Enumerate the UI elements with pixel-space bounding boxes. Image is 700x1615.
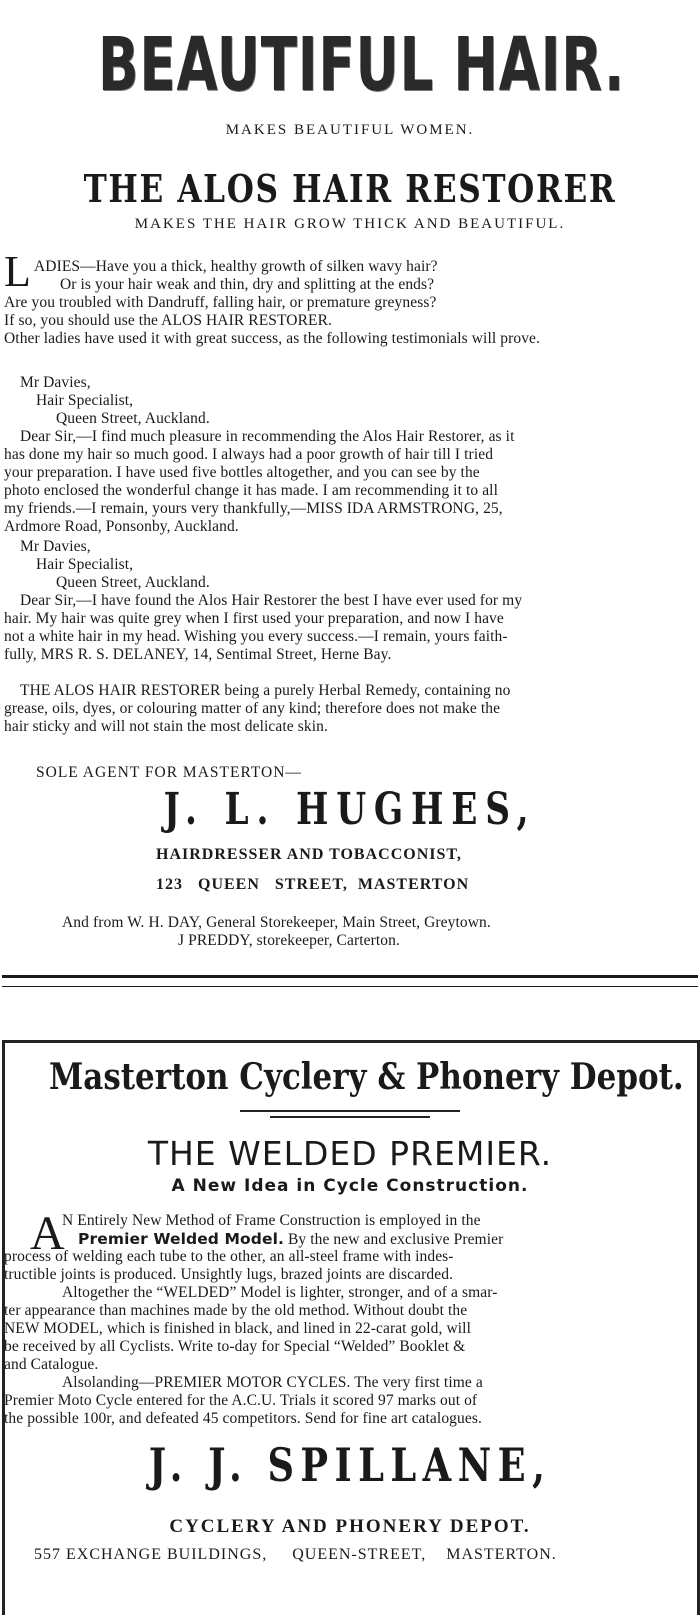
depot-title: Masterton Cyclery & Phonery Depot.	[49, 1056, 684, 1098]
testimonial-text: Ardmore Road, Ponsonby, Auckland.	[4, 518, 239, 535]
also-from-line: And from W. H. DAY, General Storekeeper, Main Street, Greytown.	[62, 914, 491, 931]
body-line	[78, 1230, 503, 1249]
testimonial-text: hair. My hair was quite grey when I first used your preparation, and now I have	[4, 610, 504, 627]
intro-line: Are you troubled with Dandruff, falling hair, or premature greyness?	[4, 294, 437, 311]
product-name: THE ALOS HAIR RESTORER	[83, 166, 617, 211]
dropcap-a: A	[30, 1207, 65, 1260]
ornamental-rule	[270, 1116, 430, 1118]
testimonial-addressee: Queen Street, Auckland.	[56, 410, 210, 427]
body-line: and Catalogue.	[4, 1356, 99, 1373]
testimonial-addressee: Queen Street, Auckland.	[56, 574, 210, 591]
body-line: ter appearance than machines made by the old method. Without doubt the	[4, 1302, 468, 1319]
testimonial-text: has done my hair so much good. I always had a poor growth of hair till I tried	[4, 446, 494, 463]
testimonial-addressee: Hair Specialist,	[36, 392, 134, 409]
body-line: Alsolanding—PREMIER MOTOR CYCLES. The very first time a	[62, 1374, 483, 1391]
herbal-text: grease, oils, dyes, or colouring matter of any kind; therefore does not make the	[4, 700, 501, 717]
headline-beautiful-hair: BEAUTIFUL HAIR.	[97, 22, 625, 108]
body-line: process of welding each tube to the other, an all-steel frame with indes-	[4, 1248, 454, 1265]
ornamental-rule	[240, 1110, 460, 1112]
body-line: Premier Moto Cycle entered for the A.C.U. Trials it scored 97 marks out of	[4, 1392, 478, 1409]
body-fragment: By the new and exclusive Premier	[283, 1231, 504, 1248]
testimonial-addressee: Mr Davies,	[20, 538, 91, 555]
separator-rule	[2, 975, 698, 978]
body-line: tructible joints is produced. Unsightly lugs, brazed joints are discarded.	[4, 1266, 454, 1283]
body-line: NEW MODEL, which is finished in black, and lined in 22-carat gold, will	[4, 1320, 471, 1337]
separator-rule	[2, 986, 698, 987]
intro-line: Other ladies have used it with great success, as the following testimonials will prove.	[4, 330, 541, 347]
proprietor-trade: CYCLERY AND PHONERY DEPOT.	[169, 1516, 531, 1537]
testimonial-text: fully, MRS R. S. DELANEY, 14, Sentimal Street, Herne Bay.	[4, 646, 392, 663]
tagline: MAKES BEAUTIFUL WOMEN.	[225, 122, 475, 138]
agent-address: 123 QUEEN STREET, MASTERTON	[156, 876, 470, 893]
body-line: N Entirely New Method of Frame Construction is employed in the	[62, 1212, 481, 1229]
testimonial-addressee: Mr Davies,	[20, 374, 91, 391]
premier-welded-model-text: Premier Welded Model.	[78, 1230, 284, 1248]
testimonial-text: Dear Sir,—I find much pleasure in recommending the Alos Hair Restorer, as it	[20, 428, 515, 445]
agent-trade: HAIRDRESSER AND TOBACCONIST,	[156, 846, 462, 863]
intro-line: ADIES—Have you a thick, healthy growth of silken wavy hair?	[34, 258, 438, 275]
body-line: the possible 100r, and defeated 45 competitors. Send for fine art catalogues.	[4, 1410, 482, 1427]
intro-line: Or is your hair weak and thin, dry and splitting at the ends?	[60, 276, 435, 293]
proprietor-name: J. J. SPILLANE,	[148, 1438, 552, 1492]
testimonial-text: your preparation. I have used five bottles altogether, and you can see by the	[4, 464, 480, 481]
model-subtitle: A New Idea in Cycle Construction.	[171, 1176, 529, 1196]
agent-name: J. L. HUGHES,	[163, 784, 537, 835]
body-line: Altogether the “WELDED” Model is lighter, stronger, and of a smar-	[62, 1284, 498, 1301]
testimonial-text: my friends.—I remain, yours very thankfully,—MISS IDA ARMSTRONG, 25,	[4, 500, 503, 517]
product-subtitle: MAKES THE HAIR GROW THICK AND BEAUTIFUL.	[134, 216, 566, 232]
also-from-line: J PREDDY, storekeeper, Carterton.	[178, 932, 400, 949]
welded-premier-headline: THE WELDED PREMIER.	[147, 1134, 553, 1173]
testimonial-text: not a white hair in my head. Wishing you every success.—I remain, yours faith-	[4, 628, 508, 645]
sole-agent-intro: SOLE AGENT FOR MASTERTON—	[36, 764, 302, 781]
testimonial-text: photo enclosed the wonderful change it has made. I am recommending it to all	[4, 482, 498, 499]
depot-address: 557 EXCHANGE BUILDINGS, QUEEN-STREET, MASTERTON.	[34, 1546, 557, 1563]
intro-line: If so, you should use the ALOS HAIR RESTORER.	[4, 312, 333, 329]
body-line: be received by all Cyclists. Write to-day for Special “Welded” Booklet &	[4, 1338, 466, 1355]
testimonial-text: Dear Sir,—I have found the Alos Hair Restorer the best I have ever used for my	[20, 592, 523, 609]
testimonial-addressee: Hair Specialist,	[36, 556, 134, 573]
herbal-text: hair sticky and will not stain the most delicate skin.	[4, 718, 328, 735]
dropcap-l: L	[4, 247, 31, 296]
herbal-text: THE ALOS HAIR RESTORER being a purely Herbal Remedy, containing no	[20, 682, 511, 699]
